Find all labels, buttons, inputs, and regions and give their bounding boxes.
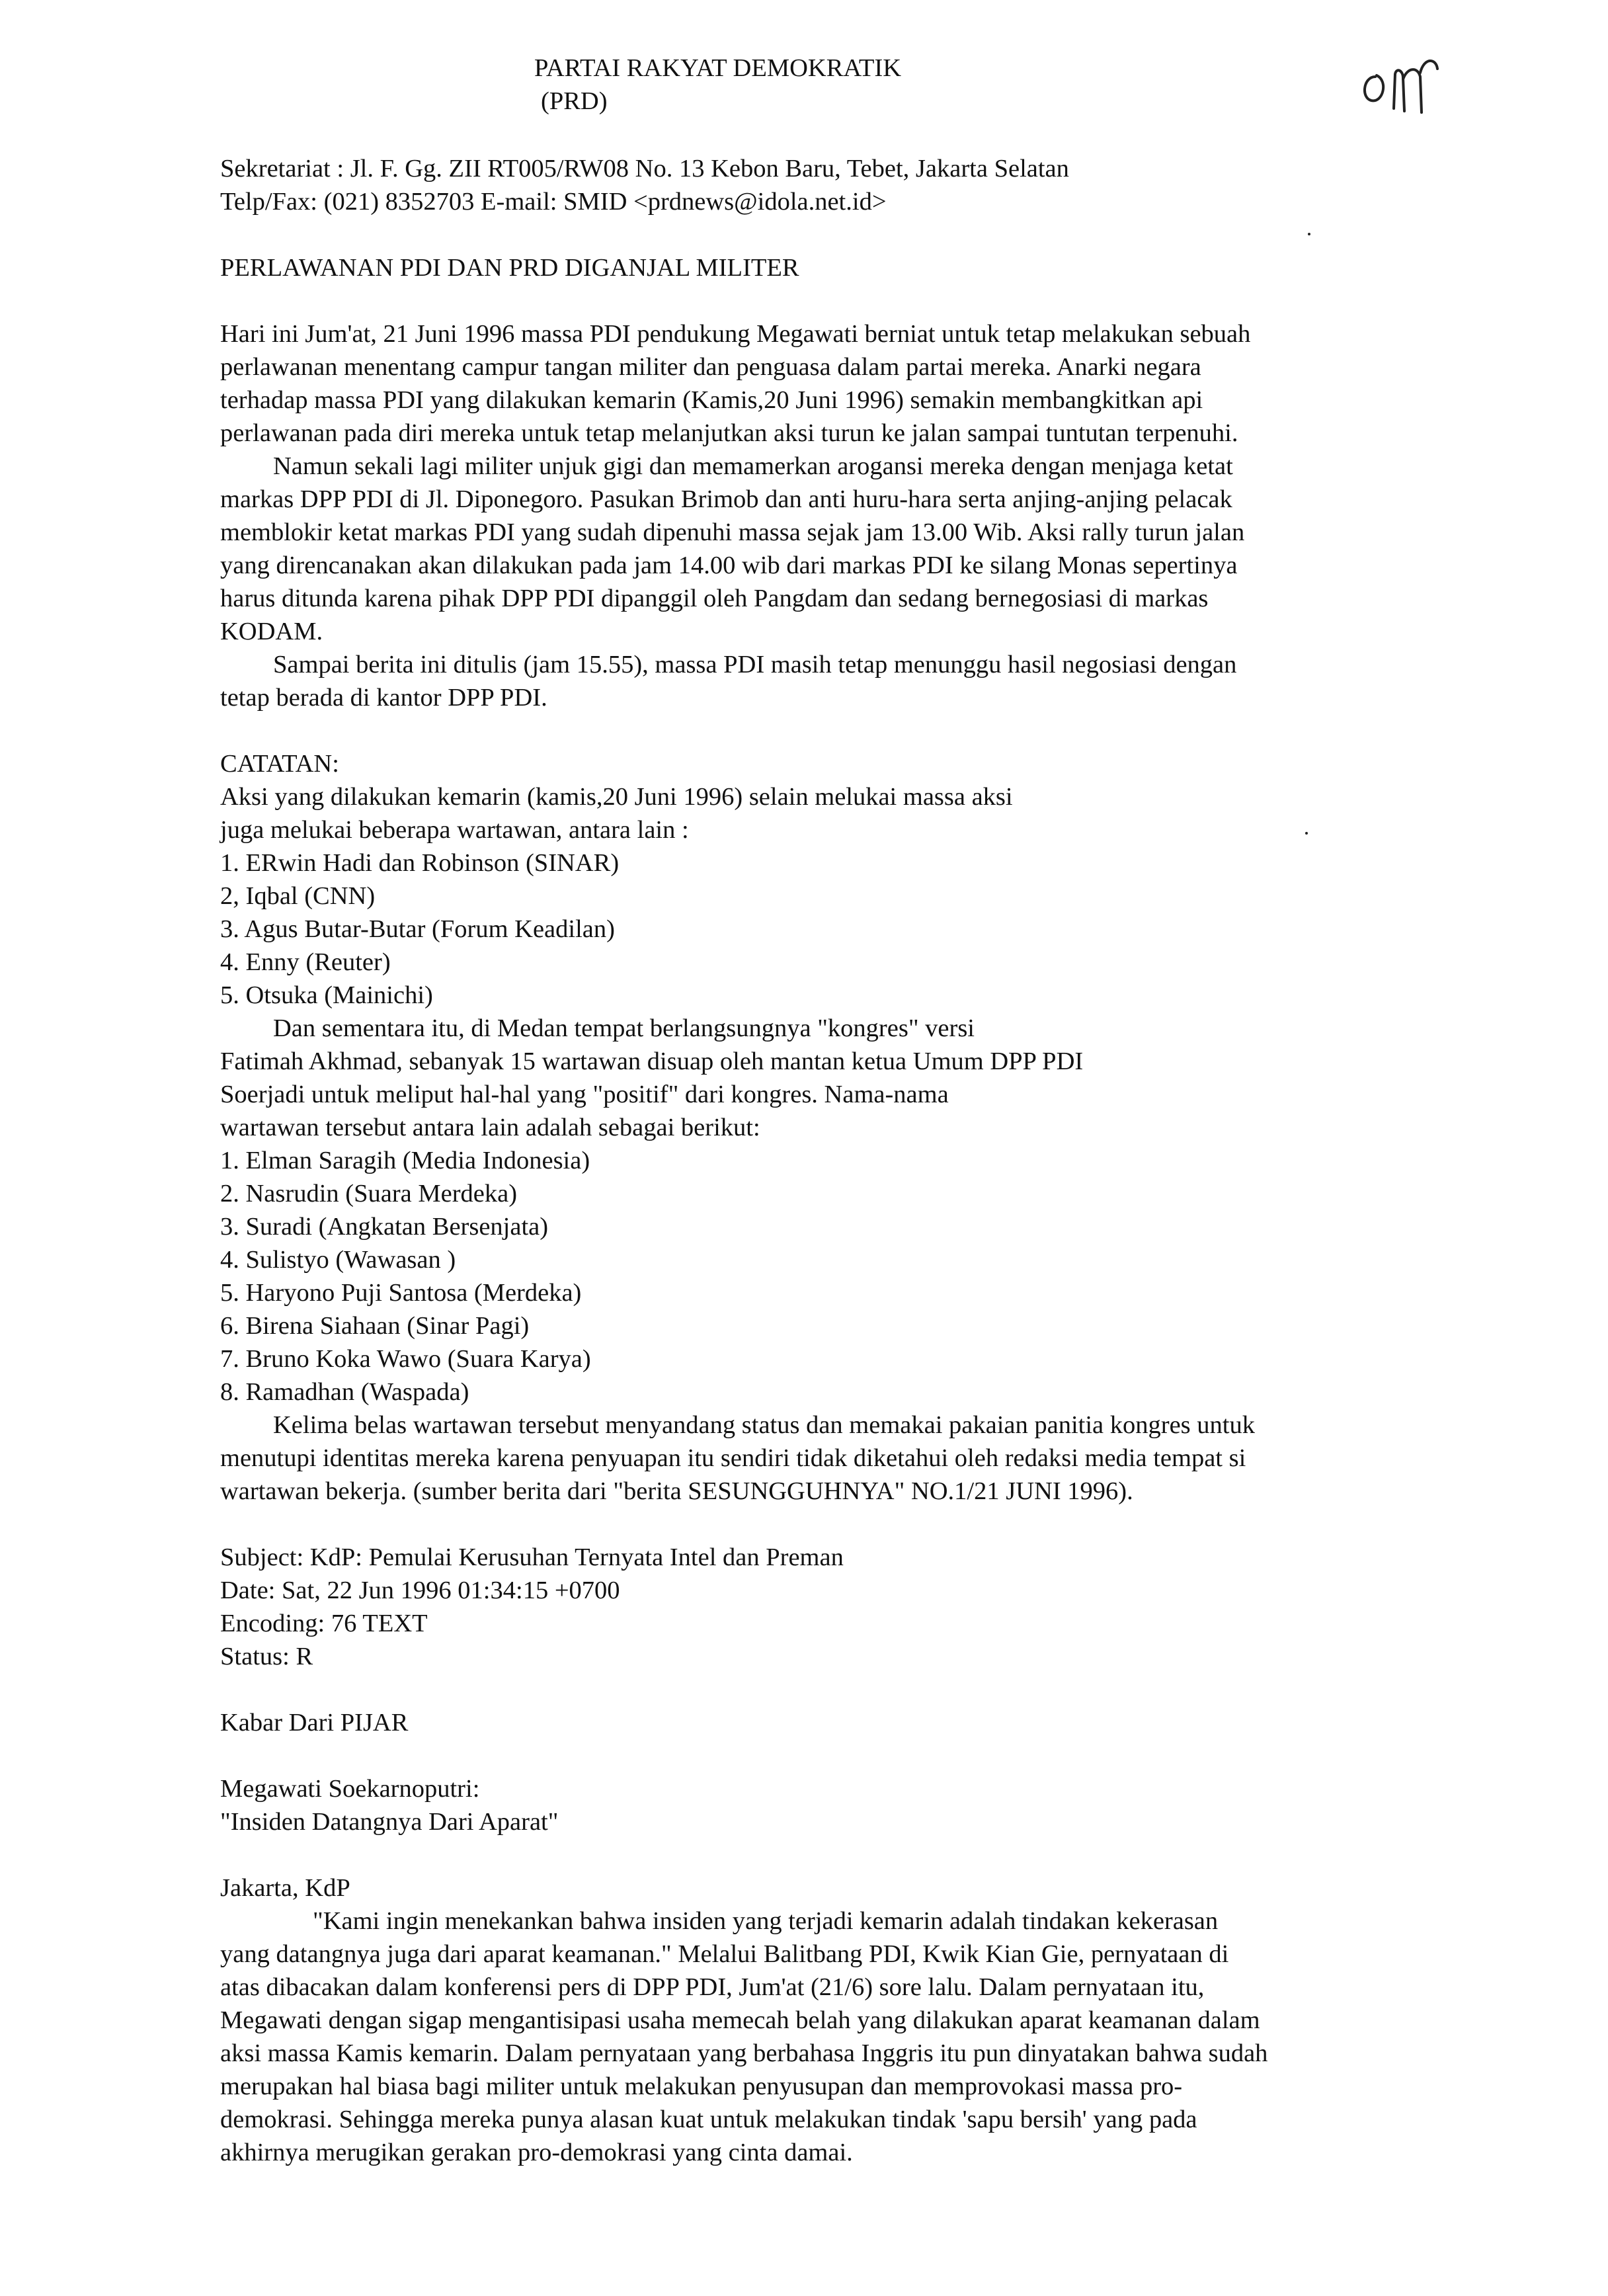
medan-paragraph: Dan sementara itu, di Medan tempat berlangsungnya "kongres" versi Fatimah Akhmad, sebanyak 15 wartawan disuap oleh mantan ketua Umum DPP PDI Soerjadi untuk meliput hal-hal yang "positif" dari kongres. Nama-nama wartawan tersebut antara lain adalah sebagai berikut: xyxy=(220,1014,1084,1141)
list-item: 7. Bruno Koka Wawo (Suara Karya) xyxy=(220,1345,591,1373)
notes-closing-paragraph: Kelima belas wartawan tersebut menyandang status dan memakai pakaian panitia kongres untuk menutupi identitas mereka karena penyuapan itu sendiri tidak diketahui oleh redaksi media tempat si wartawan bekerja. (sumber berita dari "berita SESUNGGUHNYA" NO.1/21 JUNI 1996). xyxy=(220,1411,1255,1505)
article-headline: "Insiden Datangnya Dari Aparat" xyxy=(220,1808,559,1836)
email-status: Status: R xyxy=(220,1643,313,1670)
article-paragraph-3: Sampai berita ini ditulis (jam 15.55), massa PDI masih tetap menunggu hasil negosiasi dengan tetap berada di kantor DPP PDI. xyxy=(220,651,1237,712)
article-title: PERLAWANAN PDI DAN PRD DIGANJAL MILITER xyxy=(220,254,799,282)
notes-heading: CATATAN: xyxy=(220,750,339,778)
list-item: 3. Agus Butar-Butar (Forum Keadilan) xyxy=(220,915,615,943)
injured-journalists-list xyxy=(220,846,619,1012)
list-item: 2. Nasrudin (Suara Merdeka) xyxy=(220,1180,518,1208)
list-item: 5. Otsuka (Mainichi) xyxy=(220,981,433,1009)
notes-intro: Aksi yang dilakukan kemarin (kamis,20 Juni 1996) selain melukai massa aksi juga melukai beberapa wartawan, antara lain : xyxy=(220,783,1013,844)
email-date: Date: Sat, 22 Jun 1996 01:34:15 +0700 xyxy=(220,1577,620,1604)
list-item: 4. Enny (Reuter) xyxy=(220,948,391,976)
list-item: 5. Haryono Puji Santosa (Merdeka) xyxy=(220,1279,582,1307)
scan-speck xyxy=(1305,832,1308,835)
list-item: 8. Ramadhan (Waspada) xyxy=(220,1378,469,1406)
news-source: Kabar Dari PIJAR xyxy=(220,1709,409,1737)
secretariat-address: Sekretariat : Jl. F. Gg. ZII RT005/RW08 No. 13 Kebon Baru, Tebet, Jakarta Selatan xyxy=(220,155,1069,183)
list-item: 3. Suradi (Angkatan Bersenjata) xyxy=(220,1213,549,1241)
email-header xyxy=(220,1541,844,1673)
scan-speck xyxy=(1308,233,1310,235)
list-item: 1. Elman Saragih (Media Indonesia) xyxy=(220,1147,590,1174)
list-item: 4. Sulistyo (Wawasan ) xyxy=(220,1246,456,1274)
org-name: PARTAI RAKYAT DEMOKRATIK xyxy=(534,54,902,82)
list-item: 6. Birena Siahaan (Sinar Pagi) xyxy=(220,1312,530,1340)
contact-info: Telp/Fax: (021) 8352703 E-mail: SMID <prdnews@idola.net.id> xyxy=(220,188,887,216)
article-paragraph-1: Hari ini Jum'at, 21 Juni 1996 massa PDI pendukung Megawati berniat untuk tetap melakukan sebuah perlawanan menentang campur tangan militer dan penguasa dalam partai mereka. Anarki negara terhadap massa PDI yang dilakukan kemarin (Kamis,20 Juni 1996) semakin membangkitkan api perlawanan pada diri mereka untuk tetap melanjutkan aksi turun ke jalan sampai tuntutan terpenuhi. xyxy=(220,320,1251,447)
list-item: 2, Iqbal (CNN) xyxy=(220,882,376,910)
handwritten-initials-mark xyxy=(1357,52,1456,124)
org-abbreviation: (PRD) xyxy=(541,87,608,115)
article-2-body: "Kami ingin menekankan bahwa insiden yang terjadi kemarin adalah tindakan kekerasan yang datangnya juga dari aparat keamanan." Melalui Balitbang PDI, Kwik Kian Gie, pernyataan di atas dibacakan dalam konferensi pers di DPP PDI, Jum'at (21/6) sore lalu. Dalam pernyataan itu, Megawati dengan sigap mengantisipasi usaha memecah belah yang dilakukan aparat keamanan dalam aksi massa Kamis kemarin. Dalam pernyataan yang berbahasa Inggris itu pun dinyatakan bahwa sudah merupakan hal biasa bagi militer untuk melakukan penyusupan dan memprovokasi massa pro- demokrasi. Sehingga mereka punya alasan kuat untuk melakukan tindak 'sapu bersih' yang pada akhirnya merugikan gerakan pro-demokrasi yang cinta damai. xyxy=(220,1907,1268,2166)
dateline: Jakarta, KdP xyxy=(220,1874,350,1902)
list-item: 1. ERwin Hadi dan Robinson (SINAR) xyxy=(220,849,620,877)
article-paragraph-2: Namun sekali lagi militer unjuk gigi dan memamerkan arogansi mereka dengan menjaga ketat markas DPP PDI di Jl. Diponegoro. Pasukan Brimob dan anti huru-hara serta anjing-anjing pelacak memblokir ketat markas PDI yang sudah dipenuhi massa sejak jam 13.00 Wib. Aksi rally turun jalan yang direncanakan akan dilakukan pada jam 14.00 wib dari markas PDI ke silang Monas sepertinya harus ditunda karena pihak DPP PDI dipanggil oleh Pangdam dan sedang bernegosiasi di markas KODAM. xyxy=(220,452,1245,645)
bribed-journalists-list xyxy=(220,1144,591,1409)
speaker-name: Megawati Soekarnoputri: xyxy=(220,1775,480,1803)
email-encoding: Encoding: 76 TEXT xyxy=(220,1610,428,1637)
email-subject: Subject: KdP: Pemulai Kerusuhan Ternyata Intel dan Preman xyxy=(220,1543,844,1571)
